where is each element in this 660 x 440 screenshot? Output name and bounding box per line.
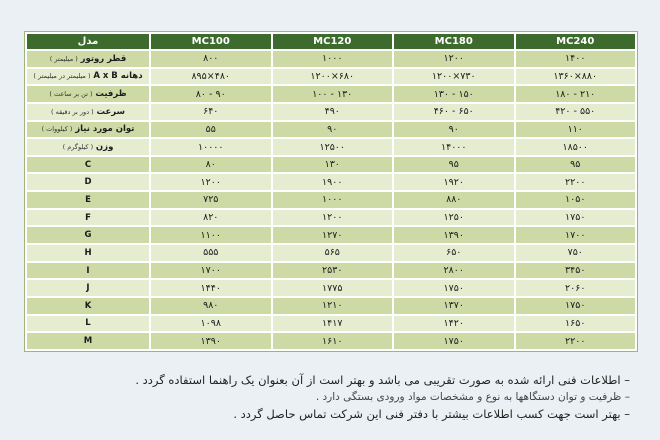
table-row [27, 210, 635, 226]
table-row [27, 298, 635, 314]
table-cell: ۹۸۰ [151, 298, 271, 314]
row-label [27, 210, 149, 226]
table-cell: ۶۴۰ [151, 104, 271, 120]
table-cell: ۱۲۰۰ [273, 210, 393, 226]
row-label-unit: ( دور بر دقیقه ) [51, 107, 94, 116]
row-label [27, 192, 149, 208]
table-cell: ۱۲۰۰ [394, 51, 514, 67]
model-header-mc100: MC100 [151, 34, 271, 49]
table-row [27, 86, 635, 102]
note-line: – اطلاعات فنی ارائه شده به صورت تقریبی می باشد و بهتر است از آن بعنوان یک راهنما استفاده گردد . [135, 373, 630, 387]
table-row [27, 51, 635, 67]
table-cell: ۴۶۰ - ۶۵۰ [394, 104, 514, 120]
row-label-text: قطر روتور [80, 53, 127, 64]
row-label [27, 86, 149, 102]
row-label [27, 122, 149, 138]
table-cell: ۲۸۰۰ [394, 263, 514, 279]
table-cell: ۱۲۰۰×۶۸۰ [273, 69, 393, 85]
table-cell: ۱۹۰۰ [273, 174, 393, 190]
row-label-text: C [84, 159, 92, 170]
row-label-unit: ( تن بر ساعت ) [49, 90, 93, 99]
table-cell: ۱۴۰۰ [516, 51, 636, 67]
table-cell: ۵۶۵ [273, 245, 393, 261]
table-cell: ۱۰۵۰ [516, 192, 636, 208]
notes-section [40, 372, 630, 423]
row-label-unit: ( میلیمتر در میلیمتر ) [33, 72, 91, 81]
row-label-text: وزن [95, 142, 114, 153]
table-cell: ۲۲۰۰ [516, 333, 636, 349]
table-cell: ۱۰۰۰۰ [151, 139, 271, 155]
table-cell: ۴۹۰ [273, 104, 393, 120]
row-label-text: K [84, 300, 92, 311]
row-label [27, 245, 149, 261]
row-label-text: سرعت [96, 106, 125, 117]
table-cell: ۵۵۵ [151, 245, 271, 261]
table-cell: ۹۰ [273, 122, 393, 138]
table-cell: ۱۲۵۰ [394, 210, 514, 226]
table-cell: ۳۴۵۰ [516, 263, 636, 279]
table-cell: ۱۸۰ - ۲۱۰ [516, 86, 636, 102]
table-cell: ۴۲۰ - ۵۵۰ [516, 104, 636, 120]
row-label [27, 333, 149, 349]
table-cell: ۱۹۲۰ [394, 174, 514, 190]
table-cell: ۱۴۱۷ [273, 316, 393, 332]
table-row [27, 263, 635, 279]
table-row [27, 157, 635, 173]
table-header-row [27, 34, 635, 49]
table-row [27, 192, 635, 208]
row-label [27, 174, 149, 190]
row-label-text: G [84, 230, 92, 241]
row-label-text: M [83, 336, 93, 347]
row-label [27, 298, 149, 314]
table-row [27, 104, 635, 120]
table-cell: ۱۴۲۰ [394, 316, 514, 332]
table-cell: ۱۸۵۰۰ [516, 139, 636, 155]
row-label-text: ظرفیت [95, 89, 127, 100]
row-label-text: توان مورد نیاز [75, 124, 135, 135]
row-label-text: H [84, 247, 92, 258]
row-label-unit: ( میلیمتر ) [49, 54, 78, 63]
row-label-text: I [86, 265, 90, 276]
table-cell: ۱۰۹۸ [151, 316, 271, 332]
row-label [27, 51, 149, 67]
row-label [27, 157, 149, 173]
table-cell: ۱۷۵۰ [516, 210, 636, 226]
spec-table [25, 32, 637, 351]
row-label-text: J [86, 283, 90, 294]
table-cell: ۱۳۹۰ [151, 333, 271, 349]
table-cell: ۸۲۰ [151, 210, 271, 226]
table-row [27, 122, 635, 138]
table-cell: ۱۷۰۰ [516, 227, 636, 243]
row-label [27, 263, 149, 279]
table-cell: ۸۰۰ [151, 51, 271, 67]
table-cell: ۵۵ [151, 122, 271, 138]
table-cell: ۱۰۰۰ [273, 192, 393, 208]
table-cell: ۱۳۰ [273, 157, 393, 173]
table-row [27, 316, 635, 332]
table-cell: ۸۹۵×۴۸۰ [151, 69, 271, 85]
table-cell: ۱۷۰۰ [151, 263, 271, 279]
model-header-mc240: MC240 [516, 34, 636, 49]
row-label-unit: ( کیلووات ) [41, 125, 73, 134]
spec-table-container [24, 31, 638, 352]
model-header-mc120: MC120 [273, 34, 393, 49]
table-cell: ۲۰۶۰ [516, 280, 636, 296]
row-label-text: E [85, 194, 91, 205]
table-cell: ۱۰۰۰ [273, 51, 393, 67]
row-label-text: دهانه A x B [93, 71, 143, 82]
table-cell: ۱۲۰۰×۷۳۰ [394, 69, 514, 85]
table-body [27, 51, 635, 349]
row-label [27, 104, 149, 120]
row-label-text: D [84, 177, 92, 188]
table-cell: ۸۸۰ [394, 192, 514, 208]
note-line: – بهتر است جهت کسب اطلاعات بیشتر با دفتر فنی این شرکت تماس حاصل گردد . [233, 407, 630, 421]
table-cell: ۱۳۷۰ [394, 298, 514, 314]
table-cell: ۱۴۰۰۰ [394, 139, 514, 155]
table-cell: ۱۲۷۰ [273, 227, 393, 243]
table-cell: ۱۳۶۰×۸۸۰ [516, 69, 636, 85]
row-label-unit: ( کیلوگرم ) [62, 143, 94, 152]
table-cell: ۱۶۱۰ [273, 333, 393, 349]
note-line: – ظرفیت و توان دستگاهها به نوع و مشخصات مواد ورودی بستگی دارد . [315, 391, 630, 403]
table-cell: ۷۵۰ [516, 245, 636, 261]
table-cell: ۱۳۰ - ۱۵۰ [394, 86, 514, 102]
table-cell: ۸۰ [151, 157, 271, 173]
row-label-text: L [85, 318, 91, 329]
table-cell: ۱۶۵۰ [516, 316, 636, 332]
table-cell: ۱۴۴۰ [151, 280, 271, 296]
table-cell: ۲۲۰۰ [516, 174, 636, 190]
table-row [27, 245, 635, 261]
table-cell: ۹۵ [394, 157, 514, 173]
row-label [27, 69, 149, 85]
row-label [27, 227, 149, 243]
table-cell: ۹۵ [516, 157, 636, 173]
table-cell: ۱۲۰۰ [151, 174, 271, 190]
row-label [27, 280, 149, 296]
table-cell: ۷۲۵ [151, 192, 271, 208]
table-cell: ۱۲۱۰ [273, 298, 393, 314]
table-cell: ۱۳۹۰ [394, 227, 514, 243]
table-cell: ۱۷۷۵ [273, 280, 393, 296]
row-label [27, 316, 149, 332]
table-cell: ۱۲۵۰۰ [273, 139, 393, 155]
table-row [27, 139, 635, 155]
model-header-label: مدل [27, 34, 149, 49]
table-cell: ۱۷۵۰ [394, 333, 514, 349]
table-cell: ۸۰ - ۹۰ [151, 86, 271, 102]
table-row [27, 333, 635, 349]
table-row [27, 174, 635, 190]
table-cell: ۱۷۵۰ [394, 280, 514, 296]
table-cell: ۹۰ [394, 122, 514, 138]
table-row [27, 69, 635, 85]
table-cell: ۱۰۰ - ۱۳۰ [273, 86, 393, 102]
table-cell: ۲۵۳۰ [273, 263, 393, 279]
row-label [27, 139, 149, 155]
table-row [27, 227, 635, 243]
table-cell: ۱۱۰۰ [151, 227, 271, 243]
model-header-mc180: MC180 [394, 34, 514, 49]
table-cell: ۱۷۵۰ [516, 298, 636, 314]
row-label-text: F [85, 212, 91, 223]
table-row [27, 280, 635, 296]
table-cell: ۶۵۰ [394, 245, 514, 261]
table-cell: ۱۱۰ [516, 122, 636, 138]
